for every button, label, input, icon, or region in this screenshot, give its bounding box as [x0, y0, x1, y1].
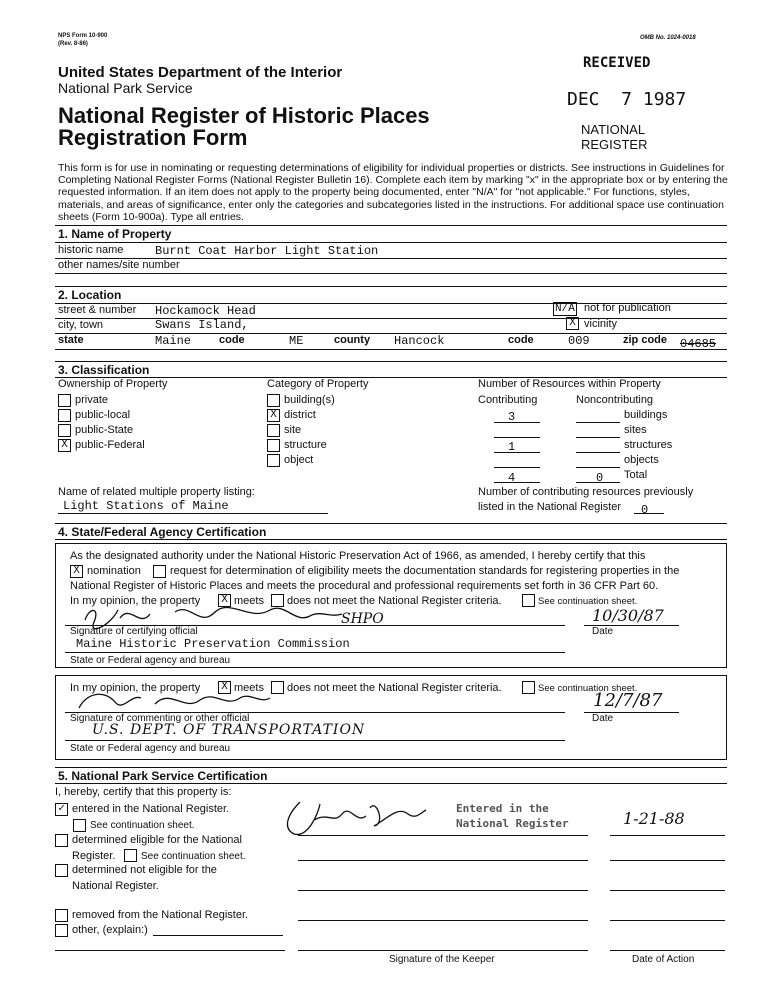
- section-1-title: 1. Name of Property: [58, 227, 172, 241]
- contributing-heading: Contributing: [478, 394, 538, 406]
- instructions-paragraph: This form is for use in nominating or requesting determinations of eligibility for individual properties or districts. See instructions in Guidelines for Completing National Register Forms (National Register Bulletin 16). Complete each item by marking "x" in the appropriate box or by entering the requested information. If an item does not apply to the property being documented, enter "N/A" for "not applicable." For functions, styles, materials, and areas of significance, enter only the categories and subcategories listed in the instructions. For additional space use continuation sheets (Form 10-900a). Type all entries.: [58, 162, 728, 223]
- buildings-row-label: buildings: [624, 409, 668, 421]
- continuation-label-2: See continuation sheet.: [538, 683, 638, 694]
- other-label: other, (explain:): [72, 924, 148, 936]
- previously-listed-label-2: listed in the National Register: [478, 501, 622, 513]
- other-names-label: other names/site number: [58, 259, 180, 271]
- certification-text-3: National Register of Historic Places and meets the procedural and professional requirements set forth in 36 CFR Part 60.: [70, 580, 659, 592]
- state-label: state: [58, 334, 84, 346]
- buildings-checkbox[interactable]: [267, 394, 280, 407]
- state-value[interactable]: Maine: [155, 334, 192, 348]
- agency-label-1: State or Federal agency and bureau: [70, 655, 231, 666]
- other-checkbox[interactable]: [55, 924, 68, 937]
- opinion-2-text-a: In my opinion, the property: [70, 682, 201, 694]
- county-code-label: code: [508, 334, 534, 346]
- not-eligible-label-2: National Register.: [72, 880, 159, 892]
- buildings-label: building(s): [284, 394, 335, 406]
- zip-label: zip code: [623, 334, 668, 346]
- site-checkbox[interactable]: [267, 424, 280, 437]
- agency-value-1[interactable]: Maine Historic Preservation Commission: [76, 637, 350, 651]
- department-name: United States Department of the Interior: [58, 64, 343, 81]
- previously-listed-label-1: Number of contributing resources previously: [478, 486, 694, 498]
- nomination-checkbox[interactable]: X: [70, 565, 83, 578]
- eligible-continuation-checkbox[interactable]: [124, 849, 137, 862]
- service-name: National Park Service: [58, 80, 193, 96]
- received-stamp: RECEIVED: [583, 55, 651, 71]
- vicinity-checkbox[interactable]: X: [566, 317, 579, 330]
- meets-checkbox-2[interactable]: X: [218, 681, 231, 694]
- agency-value-2[interactable]: U.S. DEPT. OF TRANSPORTATION: [92, 722, 366, 738]
- determined-eligible-label: determined eligible for the National: [72, 834, 242, 846]
- not-eligible-checkbox[interactable]: [55, 864, 68, 877]
- city-value[interactable]: Swans Island,: [155, 318, 249, 332]
- section-2-title: 2. Location: [58, 288, 122, 302]
- objects-row-label: objects: [624, 454, 659, 466]
- county-code-value[interactable]: 009: [568, 334, 590, 348]
- not-for-publication-mark[interactable]: N/A: [555, 303, 575, 315]
- certification-date-2[interactable]: 12/7/87: [593, 690, 663, 711]
- received-date-stamp: DEC 7 1987: [567, 89, 687, 110]
- state-code-value[interactable]: ME: [289, 334, 304, 348]
- omb-number: OMB No. 1024-0018: [640, 35, 696, 41]
- keeper-signature: [278, 794, 428, 840]
- public-local-label: public-local: [75, 409, 131, 421]
- county-value[interactable]: Hancock: [394, 334, 445, 348]
- certifying-signature-label: Signature of certifying official: [70, 626, 198, 637]
- noncontributing-heading: Noncontributing: [576, 394, 654, 406]
- keeper-signature-label: Signature of the Keeper: [389, 954, 495, 965]
- site-label: site: [284, 424, 302, 436]
- continuation-checkbox-1[interactable]: [522, 594, 535, 607]
- city-label: city, town: [58, 319, 104, 331]
- certification-text-2: request for determination of eligibility meets the documentation standards for registering properties in the: [170, 565, 680, 577]
- meets-label-1: meets: [234, 595, 264, 607]
- public-local-checkbox[interactable]: [58, 409, 71, 422]
- resources-heading: Number of Resources within Property: [478, 378, 661, 390]
- category-heading: Category of Property: [267, 378, 369, 390]
- street-label: street & number: [58, 304, 137, 316]
- form-title: National Register of Historic Places: [58, 103, 430, 128]
- structures-contributing[interactable]: 1: [508, 440, 516, 454]
- structure-checkbox[interactable]: [267, 439, 280, 452]
- entered-stamp-line-2: National Register: [456, 817, 569, 830]
- certification-date-label-2: Date: [592, 713, 614, 724]
- certification-text-1: As the designated authority under the National Historic Preservation Act of 1966, as amended, I hereby certify that this: [70, 550, 646, 562]
- opinion-1-text-a: In my opinion, the property: [70, 595, 201, 607]
- public-federal-label: public-Federal: [75, 439, 145, 451]
- form-revision: (Rev. 8-86): [58, 41, 88, 47]
- historic-name-value[interactable]: Burnt Coat Harbor Light Station: [155, 244, 379, 258]
- buildings-contributing[interactable]: 3: [508, 410, 516, 424]
- multiple-listing-label: Name of related multiple property listing:: [58, 486, 255, 498]
- nps-cert-intro: I, hereby, certify that this property is:: [55, 786, 232, 798]
- shpo-signature-text: SHPO: [341, 611, 384, 627]
- entered-stamp-line-1: Entered in the: [456, 802, 549, 815]
- section-3-title: 3. Classification: [58, 363, 150, 377]
- determined-eligible-label-2: Register.: [72, 850, 116, 862]
- eligible-continuation-label: See continuation sheet.: [141, 851, 246, 862]
- structure-label: structure: [284, 439, 327, 451]
- not-meets-label-2: does not meet the National Register criteria.: [287, 682, 502, 694]
- removed-label: removed from the National Register.: [72, 909, 249, 921]
- public-state-checkbox[interactable]: [58, 424, 71, 437]
- nomination-label: nomination: [87, 565, 141, 577]
- private-checkbox[interactable]: [58, 394, 71, 407]
- section-4-title: 4. State/Federal Agency Certification: [58, 525, 267, 539]
- entered-continuation-label: See continuation sheet.: [90, 820, 195, 831]
- stamp-register: REGISTER: [581, 137, 648, 152]
- date-of-action-value[interactable]: 1-21-88: [623, 809, 685, 828]
- zip-value[interactable]: 04685: [680, 337, 717, 351]
- not-eligible-label: determined not eligible for the: [72, 864, 217, 876]
- form-subtitle: Registration Form: [58, 125, 248, 150]
- public-state-label: public-State: [75, 424, 134, 436]
- object-checkbox[interactable]: [267, 454, 280, 467]
- not-for-publication-label: not for publication: [584, 302, 671, 314]
- historic-name-label: historic name: [58, 244, 124, 256]
- vicinity-label: vicinity: [584, 318, 618, 330]
- object-label: object: [284, 454, 314, 466]
- sites-row-label: sites: [624, 424, 647, 436]
- entered-checkbox[interactable]: ✓: [55, 803, 68, 816]
- structures-row-label: structures: [624, 439, 673, 451]
- total-row-label: Total: [624, 469, 648, 481]
- street-value[interactable]: Hockamock Head: [155, 304, 256, 318]
- state-code-label: code: [219, 334, 245, 346]
- certification-date-label-1: Date: [592, 626, 614, 637]
- total-contributing[interactable]: 4: [508, 471, 516, 485]
- entered-label: entered in the National Register.: [72, 803, 230, 815]
- certification-date-1[interactable]: 10/30/87: [592, 606, 664, 625]
- eligibility-request-checkbox[interactable]: [153, 565, 166, 578]
- commenting-signature-label: Signature of commenting or other official: [70, 713, 250, 724]
- district-label: district: [284, 409, 316, 421]
- entered-continuation-checkbox[interactable]: [73, 819, 86, 832]
- continuation-label-1: See continuation sheet.: [538, 596, 638, 607]
- meets-label-2: meets: [234, 682, 264, 694]
- agency-label-2: State or Federal agency and bureau: [70, 743, 231, 754]
- section-5-title: 5. National Park Service Certification: [58, 769, 268, 783]
- previously-listed-value[interactable]: 0: [641, 503, 649, 517]
- district-checkbox[interactable]: X: [267, 409, 280, 422]
- removed-checkbox[interactable]: [55, 909, 68, 922]
- date-of-action-label: Date of Action: [632, 954, 695, 965]
- total-noncontributing[interactable]: 0: [596, 471, 604, 485]
- stamp-national: NATIONAL: [581, 122, 646, 137]
- private-label: private: [75, 394, 109, 406]
- county-label: county: [334, 334, 371, 346]
- meets-checkbox-1[interactable]: X: [218, 594, 231, 607]
- ownership-heading: Ownership of Property: [58, 378, 168, 390]
- determined-eligible-checkbox[interactable]: [55, 834, 68, 847]
- not-meets-label-1: does not meet the National Register criteria.: [287, 595, 502, 607]
- multiple-listing-value[interactable]: Light Stations of Maine: [63, 499, 229, 513]
- form-number: NPS Form 10-900: [58, 33, 108, 39]
- continuation-checkbox-2[interactable]: [522, 681, 535, 694]
- public-federal-checkbox[interactable]: X: [58, 439, 71, 452]
